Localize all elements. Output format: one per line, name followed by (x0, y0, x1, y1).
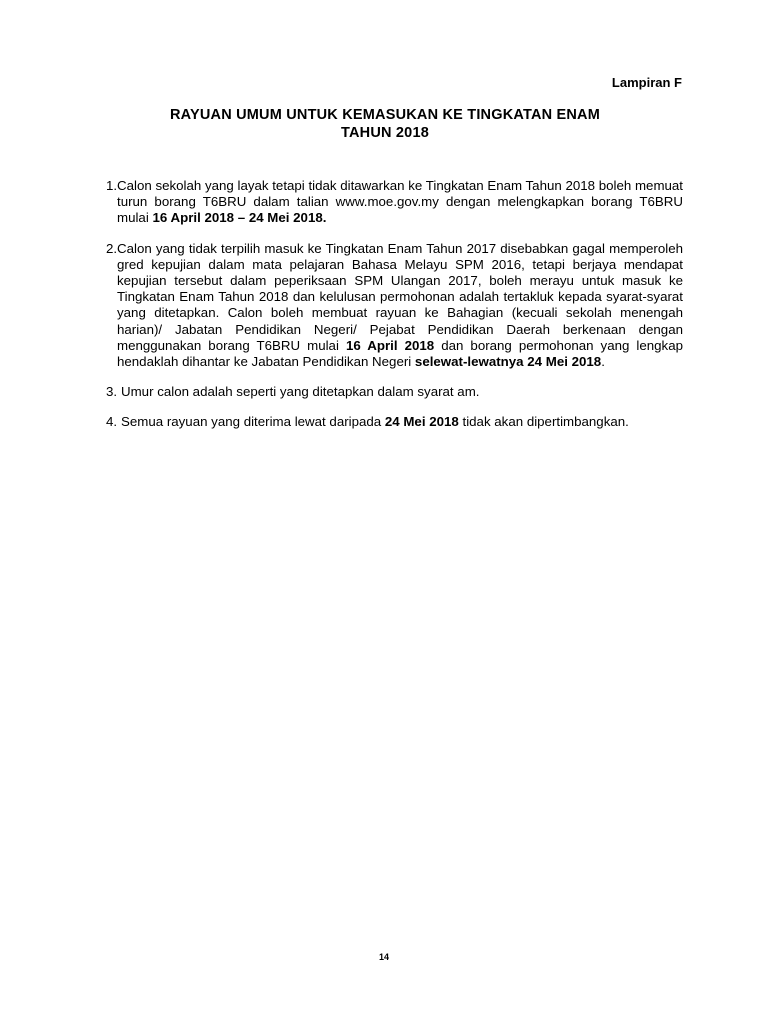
list-item-number: 2. (106, 240, 118, 256)
annex-label: Lampiran F (611, 75, 682, 90)
item-2-text-a: Calon yang tidak terpilih masuk ke Tingkatan Enam Tahun 2017 disebabkan gagal memperoleh gred kepujian dalam mata pelajaran Bahasa Melayu SPM 2016, tetapi berjaya mendapat kepujian tersebut dalam peperiksaan SPM Ulangan 2017, boleh merayu untuk masuk ke Tingkatan Enam Tahun 2018 dan kelulusan permohonan adalah tertakluk kepada syarat-syarat yang ditetapkan. Calon boleh membuat rayuan ke Bahagian (kecuali sekolah menengah harian)/ Jabatan Pendidikan Negeri/ Pejabat Pendidikan Daerah berkenaan dengan menggunakan borang T6BRU mulai (117, 240, 683, 353)
list-item-number: 4. (106, 414, 118, 430)
list-item-text (117, 241, 683, 371)
page-number: 14 (378, 952, 389, 962)
list-item-text (117, 414, 683, 430)
item-4-text-b: tidak akan dipertimbangkan. (458, 414, 629, 430)
list-item-4 (106, 414, 683, 430)
numbered-list (106, 178, 683, 445)
item-4-deadline: 24 Mei 2018 (384, 414, 459, 430)
item-4-text-a: Semua rayuan yang diterima lewat daripada (121, 414, 385, 430)
item-1-date-range: 16 April 2018 – 24 Mei 2018. (152, 210, 327, 226)
title-line-2: TAHUN 2018 (341, 125, 429, 141)
title-line-1: RAYUAN UMUM UNTUK KEMASUKAN KE TINGKATAN ENAM (169, 107, 601, 123)
document-title (100, 106, 670, 142)
item-2-text-b: dan borang permohonan yang lengkap hendaklah dihantar ke Jabatan Pendidikan Negeri (117, 337, 683, 370)
list-item-2 (106, 241, 683, 371)
item-2-deadline: selewat-lewatnya 24 Mei 2018 (414, 354, 602, 370)
list-item-text (117, 384, 683, 400)
item-2-text-c: . (601, 354, 605, 370)
item-1-text: Calon sekolah yang layak tetapi tidak ditawarkan ke Tingkatan Enam Tahun 2018 boleh memuat turun borang T6BRU dalam talian www.moe.gov.my dengan melengkapkan borang T6BRU mulai (117, 178, 683, 226)
list-item-number: 3. (106, 384, 118, 400)
list-item-3 (106, 384, 683, 400)
item-2-start-date: 16 April 2018 (345, 337, 435, 353)
list-item-number: 1. (106, 178, 118, 193)
item-3-text: Umur calon adalah seperti yang ditetapkan dalam syarat am. (121, 384, 480, 400)
list-item-1 (106, 178, 683, 227)
list-item-text (117, 178, 683, 227)
